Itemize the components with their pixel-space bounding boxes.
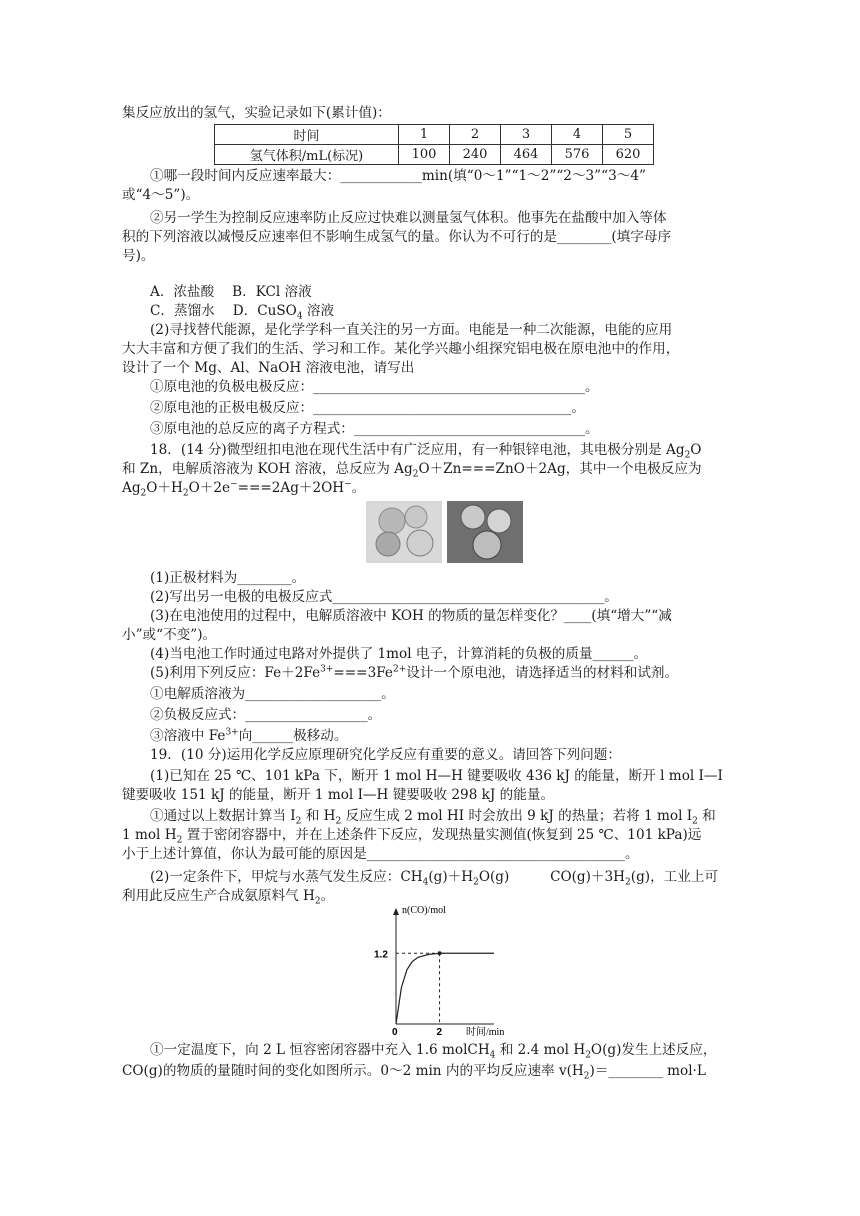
option-row-ab: A．浓盐酸 B．KCl 溶液	[150, 284, 312, 300]
co-amount-chart	[358, 902, 505, 1038]
q18-stem: 18．(14 分)微型纽扣电池在现代生活中有广泛应用，有一种银锌电池，其电极分别是 $Ag_2O$	[150, 442, 702, 461]
q19-stem: 19．(10 分)运用化学反应原理研究化学反应有重要的意义。请回答下列问题：	[150, 747, 621, 763]
intro-line: 集反应放出的氢气，实验记录如下(累计值)：	[122, 105, 391, 121]
y-axis-label: n(CO)/mol	[402, 905, 446, 916]
co-data-point	[438, 951, 442, 955]
x-tick-label: 2	[436, 1027, 443, 1038]
button-battery-photo-left	[366, 501, 442, 563]
x-tick-label-origin: 0	[392, 1027, 398, 1038]
button-battery-photo-right	[447, 501, 523, 563]
option-row-cd: C．蒸馏水 D．CuSO$_4$ 溶液	[150, 303, 335, 322]
hydrogen-volume-table	[214, 124, 654, 165]
table-row: 时间 1 2 3 4 5	[215, 125, 654, 145]
table-header-time: 时间	[215, 125, 399, 145]
y-tick-label: 1.2	[374, 949, 388, 961]
x-axis-label: 时间/min	[466, 1027, 505, 1038]
table-header-volume: 氢气体积/mL(标况)	[215, 145, 399, 165]
co-series-line	[396, 953, 440, 1024]
document-page: 集反应放出的氢气，实验记录如下(累计值)： 时间 1 2 3 4 5 氢气体积/mL(标况) 100 240 464 576 620 ①哪一段时间内反应速率最大：____________min(填“0～1”“1～2”“2～3”“3～4” 或“4～5”)。 ②另一学生为控制反应速率防止反应过快难以测量氢气体积。他事先在盐酸中加入等体 积的下列溶液以减慢反应速率但不影响生成氢气的量。你认为不可行的是________(填字母序 号)。 A．浓盐酸 B．KCl 溶液 C．蒸馏水 D．CuSO$_4$ 溶液 (2)寻找替代能源，是化学学科一直关注的另一方面。电能是一种二次能源，电能的应用 大大丰富和方便了我们的生活、学习和工作。某化学兴趣小组探究铝电极在原电池中的作用， 设计了一个 Mg、Al、NaOH 溶液电池，请写出 ①原电池的负极电极反应：________________________________________。 ②原电池的正极电极反应：______________________________________。 ③原电池的总反应的离子方程式：__________________________________。 18．(14 分)微型纽扣电池在现代生活中有广泛应用，有一种银锌电池，其电极分别是 $Ag_2O$ 和 Zn，电解质溶液为 KOH 溶液，总反应为 $Ag_2O+Zn===ZnO+2Ag$，其中一个电极反应为 $Ag_2O+H_2O+2e^-===2Ag+2OH^-$。 (1)正极材料为________。 (2)写出另一电极的电极反应式________________________________________。 (3)在电池使用的过程中，电解质溶液中 KOH 的物质的量怎样变化？____(填“增大”“减 小”或“不变”)。 (4)当电池工作时通过电路对外提供了 1mol 电子，计算消耗的负极的质量______。 (5)利用下列反应：$Fe+2Fe^{3+}===3Fe^{2+}$设计一个原电池，请选择适当的材料和试剂。 ①电解质溶液为____________________。 ②负极反应式：__________________。 ③溶液中 $Fe^{3+}$向______极移动。 19．(10 分)运用化学反应原理研究化学反应有重要的意义。请回答下列问题： (1)已知在 25 ℃、101 kPa 下，断开 1 mol H—H 键要吸收 436 kJ 的能量，断开 l mol I—I 键要吸收 151 kJ 的能量，断开 1 mol I—H 键要吸收 298 kJ 的能量。 ①通过以上数据计算当 $I_2$ 和 $H_2$ 反应生成 2 mol HI 时会放出 9 kJ 的热量；若将 1 mol $I_2$ 和 1 mol $H_2$ 置于密闭容器中，并在上述条件下反应，发现热量实测值(恢复到 25 ℃、101 kPa)远 小于上述计算值，你认为最可能的原因是______________________________________。 (2)一定条件下，甲烷与水蒸气发生反应：$CH_4(g)+H_2O(g)$ $CO(g)+3H_2(g)$，工业上可 利用此反应生产合成氨原料气 $H_2$。 n(CO)/mol 1.2 0 2 时间/min ①一定温度下，向 2 L 恒容密闭容器中充入 1.6 molCH$_4$ 和 2.4 mol $H_2O(g)$发生上述反应， CO(g)的物质的量随时间的变化如图所示。0～2 min 内的平均反应速率 $v(H_2)=\_\_\_\_\_\_\_\_$ mol·L	[0, 0, 860, 1216]
table-row: 氢气体积/mL(标况) 100 240 464 576 620	[215, 145, 654, 165]
y-axis-arrow	[393, 908, 399, 915]
